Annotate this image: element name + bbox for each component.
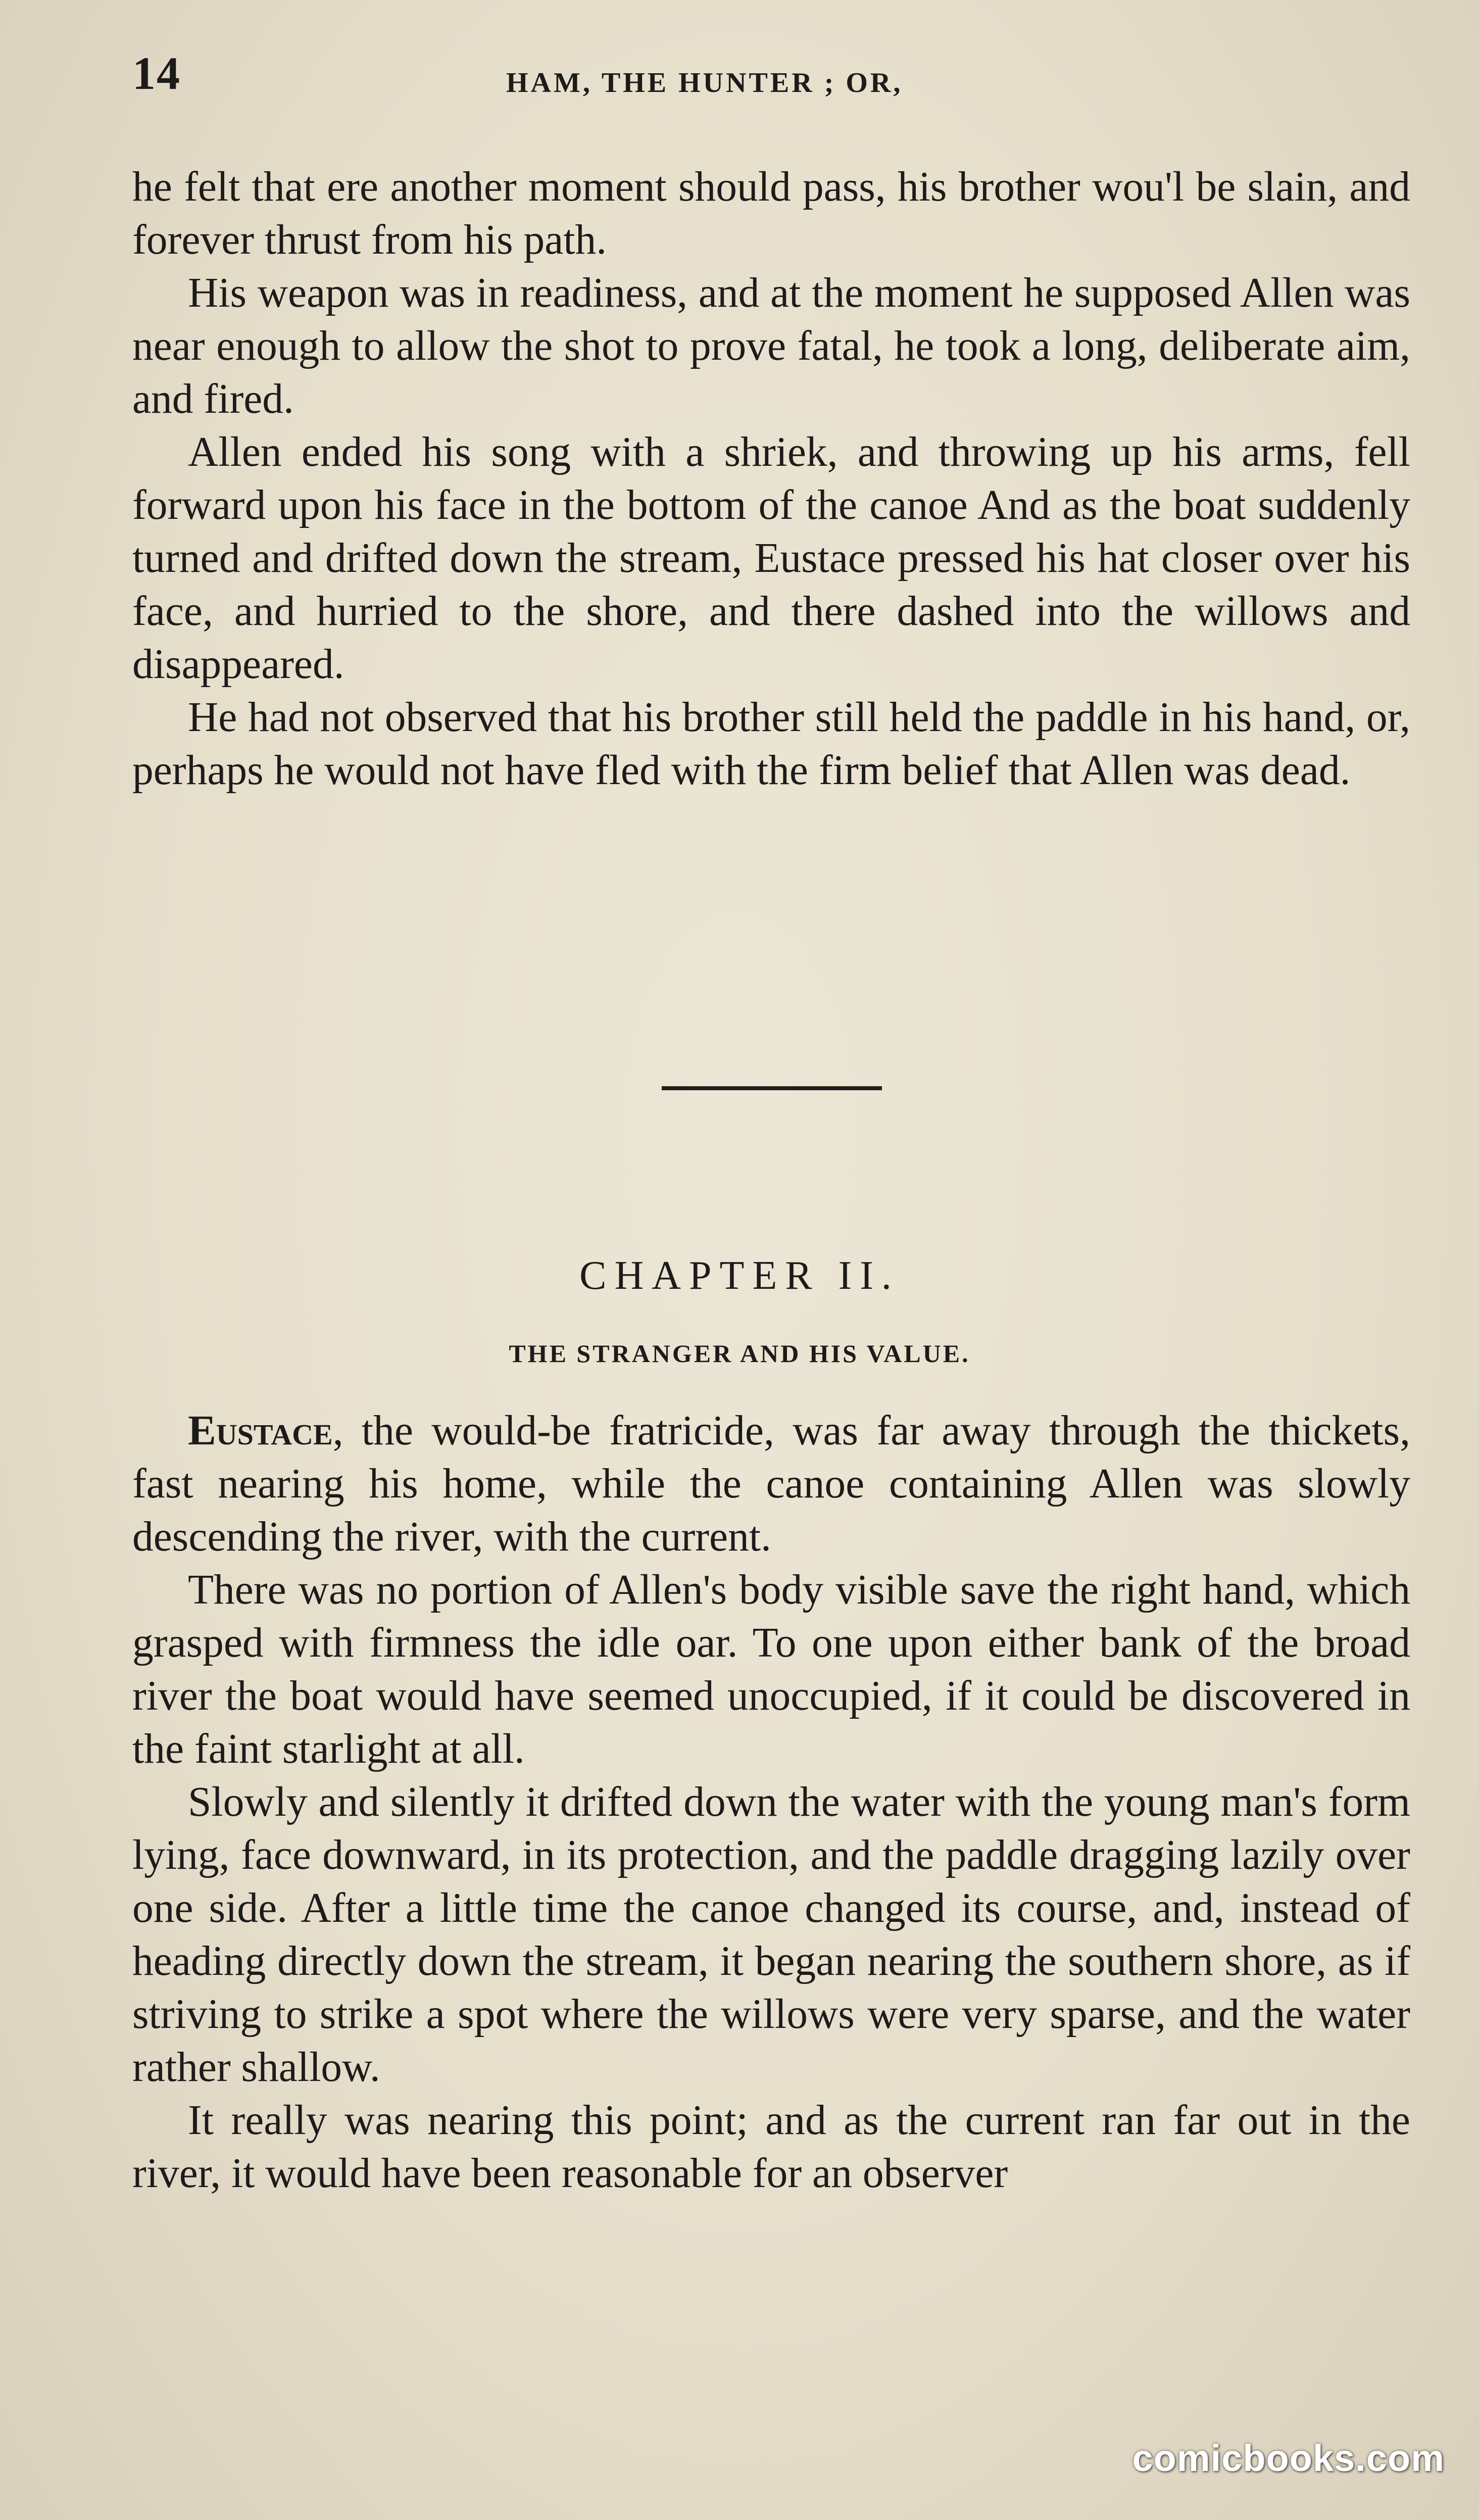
paragraph: he felt that ere another moment should pass, his brother wou'l be slain, and forever thrust from his path. bbox=[132, 164, 1410, 263]
chapter-title: CHAPTER II. bbox=[579, 1253, 900, 1298]
paragraph: There was no portion of Allen's body visible save the right hand, which grasped with firmness the idle oar. To one upon either bank of the broad river the boat would have seemed unoccupied, if it could be discovered in the faint starlight at all. bbox=[132, 1567, 1410, 1772]
paragraph-rest: , the would-be fratricide, was far away through the thickets, fast nearing his home, while the canoe containing Allen was slowly descending the river, with the current. bbox=[132, 1408, 1410, 1560]
watermark: comicbooks.com bbox=[1132, 2437, 1445, 2479]
lead-word: Eustace bbox=[188, 1408, 333, 1454]
page-number: 14 bbox=[132, 47, 181, 99]
page-header bbox=[132, 46, 1410, 112]
paragraph: Slowly and silently it drifted down the water with the young man's form lying, face downward, in its protection, and the paddle dragging lazily over one side. After a little time the canoe changed its course, and, instead of heading directly down the stream, it began nearing the southern shore, as if striving to strike a spot where the willows were very sparse, and the water rather shallow. bbox=[132, 1779, 1410, 2091]
paragraph bbox=[132, 1404, 1410, 1564]
chapter-two-text bbox=[132, 1404, 1410, 2200]
chapter-one-ending bbox=[132, 161, 1410, 797]
paragraph: Allen ended his song with a shriek, and throwing up his arms, fell forward upon his face in the bottom of the canoe And as the boat suddenly turned and drifted down the stream, Eustace pressed his hat closer over his face, and hurried to the shore, and there dashed into the willows and disappeared. bbox=[132, 429, 1410, 688]
chapter-subtitle: THE STRANGER AND HIS VALUE. bbox=[509, 1339, 970, 1368]
running-head: HAM, THE HUNTER ; OR, bbox=[506, 67, 903, 99]
paragraph: It really was nearing this point; and as the current ran far out in the river, it would have been reasonable for an observer bbox=[132, 2097, 1410, 2197]
section-divider-rule bbox=[662, 1086, 882, 1090]
paragraph: His weapon was in readiness, and at the moment he supposed Allen was near enough to allow the shot to prove fatal, he took a long, deliberate aim, and fired. bbox=[132, 270, 1410, 422]
paragraph: He had not observed that his brother still held the paddle in his hand, or, perhaps he would not have fled with the firm belief that Allen was dead. bbox=[132, 694, 1410, 794]
